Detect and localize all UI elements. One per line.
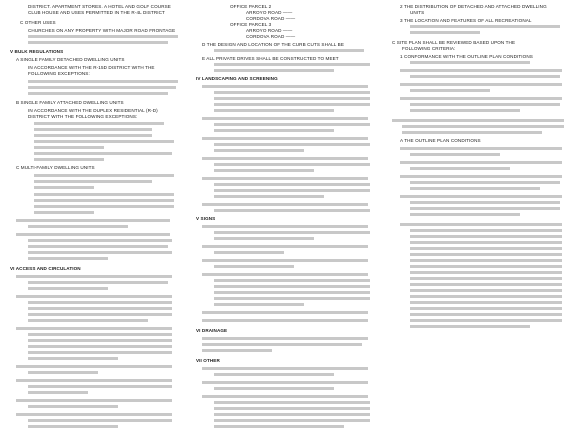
illegible-text-placeholder: [16, 399, 172, 401]
illegible-text-placeholder: [410, 271, 562, 273]
illegible-text-placeholder: [202, 117, 368, 119]
line-text: CHURCHES ON ANY PROPERTY WITH MAJOR ROAD FRONTAGE: [28, 28, 176, 33]
line-text: 3 THE LOCATION AND FEATURES OF ALL RECREATIONAL: [400, 18, 532, 23]
illegible-line: [410, 29, 480, 36]
illegible-text-placeholder: [214, 195, 324, 197]
illegible-text-placeholder: [410, 325, 530, 327]
illegible-text-placeholder: [28, 345, 172, 347]
illegible-text-placeholder: [410, 301, 562, 303]
illegible-text-placeholder: [214, 419, 370, 421]
line-text: CORDOVA ROAD ——: [246, 16, 296, 21]
illegible-text-placeholder: [410, 89, 490, 91]
illegible-text-placeholder: [400, 223, 562, 225]
illegible-text-placeholder: [28, 351, 172, 353]
illegible-text-placeholder: [410, 259, 562, 261]
illegible-text-placeholder: [214, 63, 370, 65]
illegible-text-placeholder: [214, 373, 334, 375]
column-middle: [192, 0, 380, 432]
illegible-text-placeholder: [28, 419, 172, 421]
illegible-text-placeholder: [214, 163, 370, 165]
illegible-text-placeholder: [28, 41, 168, 43]
illegible-text-placeholder: [34, 199, 174, 201]
illegible-line: [214, 385, 334, 392]
illegible-text-placeholder: [28, 257, 108, 259]
section-heading: [196, 357, 380, 364]
illegible-text-placeholder: [410, 201, 560, 203]
illegible-line: [410, 87, 490, 94]
illegible-text-placeholder: [410, 235, 562, 237]
line-text: V BULK REGULATIONS: [10, 49, 64, 54]
illegible-text-placeholder: [402, 131, 542, 133]
line-text: IV LANDSCAPING AND SCREENING: [196, 76, 278, 81]
illegible-text-placeholder: [16, 233, 170, 235]
illegible-text-placeholder: [214, 169, 314, 171]
illegible-text-placeholder: [214, 91, 370, 93]
illegible-text-placeholder: [410, 167, 510, 169]
illegible-text-placeholder: [16, 413, 172, 415]
illegible-text-placeholder: [28, 371, 98, 373]
line-text: IN ACCORDANCE WITH THE R-15D DISTRICT WITH THE: [28, 65, 155, 70]
illegible-line: [410, 73, 560, 80]
illegible-text-placeholder: [214, 69, 334, 71]
illegible-line: [202, 347, 272, 354]
line-text: B SINGLE FAMILY ATTACHED DWELLING UNITS: [16, 100, 124, 105]
illegible-text-placeholder: [214, 149, 304, 151]
illegible-text-placeholder: [28, 333, 172, 335]
illegible-text-placeholder: [28, 391, 88, 393]
illegible-text-placeholder: [400, 83, 562, 85]
illegible-text-placeholder: [400, 97, 562, 99]
line-text: A THE OUTLINE PLAN CONDITIONS: [400, 138, 481, 143]
illegible-line: [214, 193, 324, 200]
illegible-text-placeholder: [214, 413, 370, 415]
illegible-line: [214, 207, 370, 214]
column-right: [392, 0, 572, 432]
line-text: CORDOVA ROAD ——: [246, 34, 296, 39]
section-heading: [196, 215, 380, 222]
illegible-text-placeholder: [214, 129, 334, 131]
illegible-text-placeholder: [400, 161, 562, 163]
illegible-text-placeholder: [16, 275, 172, 277]
text-line: [400, 137, 572, 144]
illegible-text-placeholder: [28, 301, 172, 303]
line-text: DISTRICT WITH THE FOLLOWING EXCEPTIONS:: [28, 114, 138, 119]
illegible-text-placeholder: [28, 251, 172, 253]
illegible-text-placeholder: [28, 225, 128, 227]
illegible-line: [410, 151, 500, 158]
illegible-text-placeholder: [28, 319, 148, 321]
illegible-text-placeholder: [16, 365, 172, 367]
illegible-line: [410, 107, 520, 114]
section-heading: [196, 75, 380, 82]
illegible-text-placeholder: [214, 251, 284, 253]
illegible-text-placeholder: [34, 180, 152, 182]
illegible-text-placeholder: [410, 181, 560, 183]
text-line: [20, 19, 182, 26]
illegible-text-placeholder: [202, 137, 368, 139]
illegible-line: [214, 371, 334, 378]
illegible-text-placeholder: [28, 313, 172, 315]
illegible-text-placeholder: [202, 337, 368, 339]
illegible-text-placeholder: [392, 119, 564, 121]
illegible-line: [28, 369, 98, 376]
illegible-text-placeholder: [202, 245, 368, 247]
text-line: [16, 56, 182, 63]
illegible-text-placeholder: [202, 203, 368, 205]
line-text: OFFICE PARCEL 2: [230, 4, 272, 9]
illegible-text-placeholder: [214, 143, 370, 145]
illegible-line: [402, 129, 542, 136]
illegible-text-placeholder: [34, 186, 94, 188]
section-heading: [10, 48, 182, 55]
illegible-line: [28, 355, 118, 362]
illegible-line: [214, 423, 344, 430]
illegible-line: [28, 285, 108, 292]
illegible-text-placeholder: [410, 207, 560, 209]
line-text: 1 CONFORMANCE WITH THE OUTLINE PLAN CONDITIONS: [400, 54, 533, 59]
illegible-text-placeholder: [28, 357, 118, 359]
line-text: DISTRICT. APARTMENT STORES. A HOTEL AND GOLF COURSE: [28, 4, 171, 9]
illegible-text-placeholder: [400, 175, 562, 177]
text-line: [410, 9, 572, 16]
illegible-line: [214, 235, 314, 242]
illegible-text-placeholder: [28, 307, 172, 309]
illegible-text-placeholder: [410, 295, 562, 297]
line-text: CLUB HOUSE AND USES PERMITTED IN THE R-4L DISTRICT: [28, 10, 165, 15]
illegible-line: [214, 47, 364, 54]
line-text: C SITE PLAN SHALL BE REVIEWED BASED UPON THE: [392, 40, 516, 45]
illegible-text-placeholder: [202, 319, 368, 321]
illegible-line: [410, 59, 530, 66]
illegible-text-placeholder: [410, 253, 562, 255]
illegible-text-placeholder: [410, 319, 562, 321]
line-text: 2 THE DISTRIBUTION OF DETACHED AND ATTACHED DWELLING: [400, 4, 547, 9]
section-heading: [196, 327, 380, 334]
illegible-text-placeholder: [34, 211, 94, 213]
illegible-text-placeholder: [28, 405, 118, 407]
illegible-text-placeholder: [410, 277, 562, 279]
illegible-text-placeholder: [410, 241, 562, 243]
illegible-text-placeholder: [214, 49, 364, 51]
text-line: [246, 33, 380, 40]
illegible-text-placeholder: [214, 237, 314, 239]
illegible-text-placeholder: [410, 265, 562, 267]
line-text: UNITS: [410, 10, 425, 15]
illegible-text-placeholder: [16, 379, 172, 381]
illegible-text-placeholder: [214, 183, 370, 185]
illegible-text-placeholder: [410, 25, 560, 27]
illegible-text-placeholder: [410, 187, 540, 189]
illegible-line: [202, 309, 368, 316]
line-text: ARROYO ROAD ——: [246, 28, 293, 33]
illegible-text-placeholder: [400, 69, 562, 71]
section-heading: [10, 265, 182, 272]
text-line: [28, 9, 182, 16]
illegible-line: [28, 403, 118, 410]
line-text: C OTHER USES: [20, 20, 56, 25]
illegible-text-placeholder: [410, 313, 562, 315]
illegible-text-placeholder: [34, 128, 152, 130]
illegible-text-placeholder: [202, 157, 368, 159]
illegible-line: [28, 90, 168, 97]
text-line: [28, 113, 182, 120]
illegible-text-placeholder: [202, 349, 272, 351]
line-text: FOLLOWING CRITERIA:: [402, 46, 456, 51]
illegible-line: [410, 323, 530, 330]
illegible-text-placeholder: [410, 283, 562, 285]
illegible-line: [214, 107, 334, 114]
illegible-text-placeholder: [34, 158, 104, 160]
illegible-text-placeholder: [28, 281, 168, 283]
illegible-text-placeholder: [410, 109, 520, 111]
illegible-text-placeholder: [402, 125, 564, 127]
illegible-text-placeholder: [28, 425, 118, 427]
text-line: [16, 99, 182, 106]
illegible-line: [214, 167, 314, 174]
illegible-text-placeholder: [410, 307, 562, 309]
illegible-line: [28, 389, 88, 396]
illegible-text-placeholder: [16, 219, 170, 221]
illegible-line: [34, 209, 94, 216]
illegible-text-placeholder: [410, 289, 562, 291]
illegible-text-placeholder: [410, 103, 560, 105]
illegible-line: [28, 255, 108, 262]
illegible-text-placeholder: [34, 134, 152, 136]
line-text: OFFICE PARCEL 3: [230, 22, 272, 27]
illegible-text-placeholder: [34, 140, 174, 142]
illegible-text-placeholder: [214, 103, 370, 105]
illegible-text-placeholder: [410, 31, 480, 33]
illegible-text-placeholder: [410, 75, 560, 77]
illegible-text-placeholder: [202, 395, 368, 397]
illegible-text-placeholder: [410, 247, 562, 249]
illegible-text-placeholder: [410, 229, 562, 231]
illegible-line: [214, 249, 284, 256]
illegible-text-placeholder: [214, 291, 370, 293]
text-line: [402, 45, 572, 52]
illegible-text-placeholder: [214, 303, 304, 305]
illegible-text-placeholder: [202, 311, 368, 313]
illegible-text-placeholder: [16, 295, 172, 297]
illegible-text-placeholder: [34, 205, 174, 207]
illegible-text-placeholder: [28, 80, 178, 82]
illegible-line: [214, 127, 334, 134]
line-text: C MULTI-FAMILY DWELLING UNITS: [16, 165, 95, 170]
illegible-text-placeholder: [214, 387, 334, 389]
illegible-text-placeholder: [202, 367, 368, 369]
illegible-text-placeholder: [410, 213, 520, 215]
illegible-text-placeholder: [34, 152, 172, 154]
illegible-text-placeholder: [202, 85, 368, 87]
line-text: VII OTHER: [196, 358, 220, 363]
illegible-text-placeholder: [28, 339, 172, 341]
illegible-line: [214, 67, 334, 74]
illegible-text-placeholder: [410, 61, 530, 63]
illegible-text-placeholder: [214, 109, 334, 111]
illegible-line: [214, 147, 304, 154]
illegible-text-placeholder: [214, 209, 370, 211]
illegible-line: [410, 185, 540, 192]
illegible-line: [410, 165, 510, 172]
illegible-text-placeholder: [34, 146, 104, 148]
illegible-text-placeholder: [16, 327, 172, 329]
illegible-line: [28, 223, 128, 230]
illegible-text-placeholder: [28, 239, 172, 241]
illegible-line: [28, 39, 168, 46]
illegible-text-placeholder: [28, 245, 168, 247]
illegible-text-placeholder: [202, 273, 368, 275]
line-text: D THE DESIGN AND LOCATION OF THE CURB CUTS SHALL BE: [202, 42, 345, 47]
line-text: A SINGLE FAMILY DETACHED DWELLING UNITS: [16, 57, 125, 62]
illegible-text-placeholder: [400, 147, 562, 149]
illegible-text-placeholder: [214, 265, 294, 267]
illegible-text-placeholder: [28, 385, 172, 387]
illegible-text-placeholder: [34, 193, 174, 195]
line-text: VI ACCESS AND CIRCULATION: [10, 266, 81, 271]
illegible-line: [34, 156, 104, 163]
illegible-text-placeholder: [214, 297, 370, 299]
line-text: VI DRAINAGE: [196, 328, 228, 333]
illegible-text-placeholder: [202, 177, 368, 179]
illegible-text-placeholder: [400, 195, 562, 197]
illegible-text-placeholder: [28, 86, 176, 88]
illegible-line: [410, 211, 520, 218]
illegible-text-placeholder: [34, 122, 164, 124]
illegible-text-placeholder: [202, 225, 368, 227]
illegible-text-placeholder: [214, 401, 370, 403]
illegible-text-placeholder: [214, 425, 344, 427]
illegible-line: [202, 317, 368, 324]
column-left: [6, 0, 182, 432]
illegible-text-placeholder: [214, 407, 370, 409]
line-text: IN ACCORDANCE WITH THE DUPLEX RESIDENTIAL (R-D): [28, 108, 158, 113]
illegible-text-placeholder: [214, 123, 370, 125]
illegible-text-placeholder: [202, 381, 368, 383]
illegible-text-placeholder: [202, 259, 368, 261]
illegible-line: [214, 263, 294, 270]
illegible-line: [28, 317, 148, 324]
illegible-line: [28, 423, 118, 430]
illegible-text-placeholder: [28, 92, 168, 94]
text-line: [28, 70, 182, 77]
illegible-text-placeholder: [410, 153, 500, 155]
text-line: [16, 164, 182, 171]
illegible-text-placeholder: [214, 97, 370, 99]
line-text: E ALL PRIVATE DRIVES SHALL BE CONSTRUCTED TO MEET: [202, 56, 339, 61]
illegible-line: [34, 184, 94, 191]
line-text: ARROYO ROAD ——: [246, 10, 293, 15]
illegible-text-placeholder: [202, 343, 362, 345]
illegible-text-placeholder: [28, 35, 178, 37]
illegible-text-placeholder: [214, 231, 370, 233]
illegible-text-placeholder: [28, 287, 108, 289]
line-text: FOLLOWING EXCEPTIONS:: [28, 71, 90, 76]
illegible-line: [214, 301, 304, 308]
illegible-text-placeholder: [214, 189, 370, 191]
illegible-text-placeholder: [34, 174, 174, 176]
illegible-text-placeholder: [214, 285, 370, 287]
illegible-text-placeholder: [214, 279, 370, 281]
line-text: V SIGNS: [196, 216, 216, 221]
